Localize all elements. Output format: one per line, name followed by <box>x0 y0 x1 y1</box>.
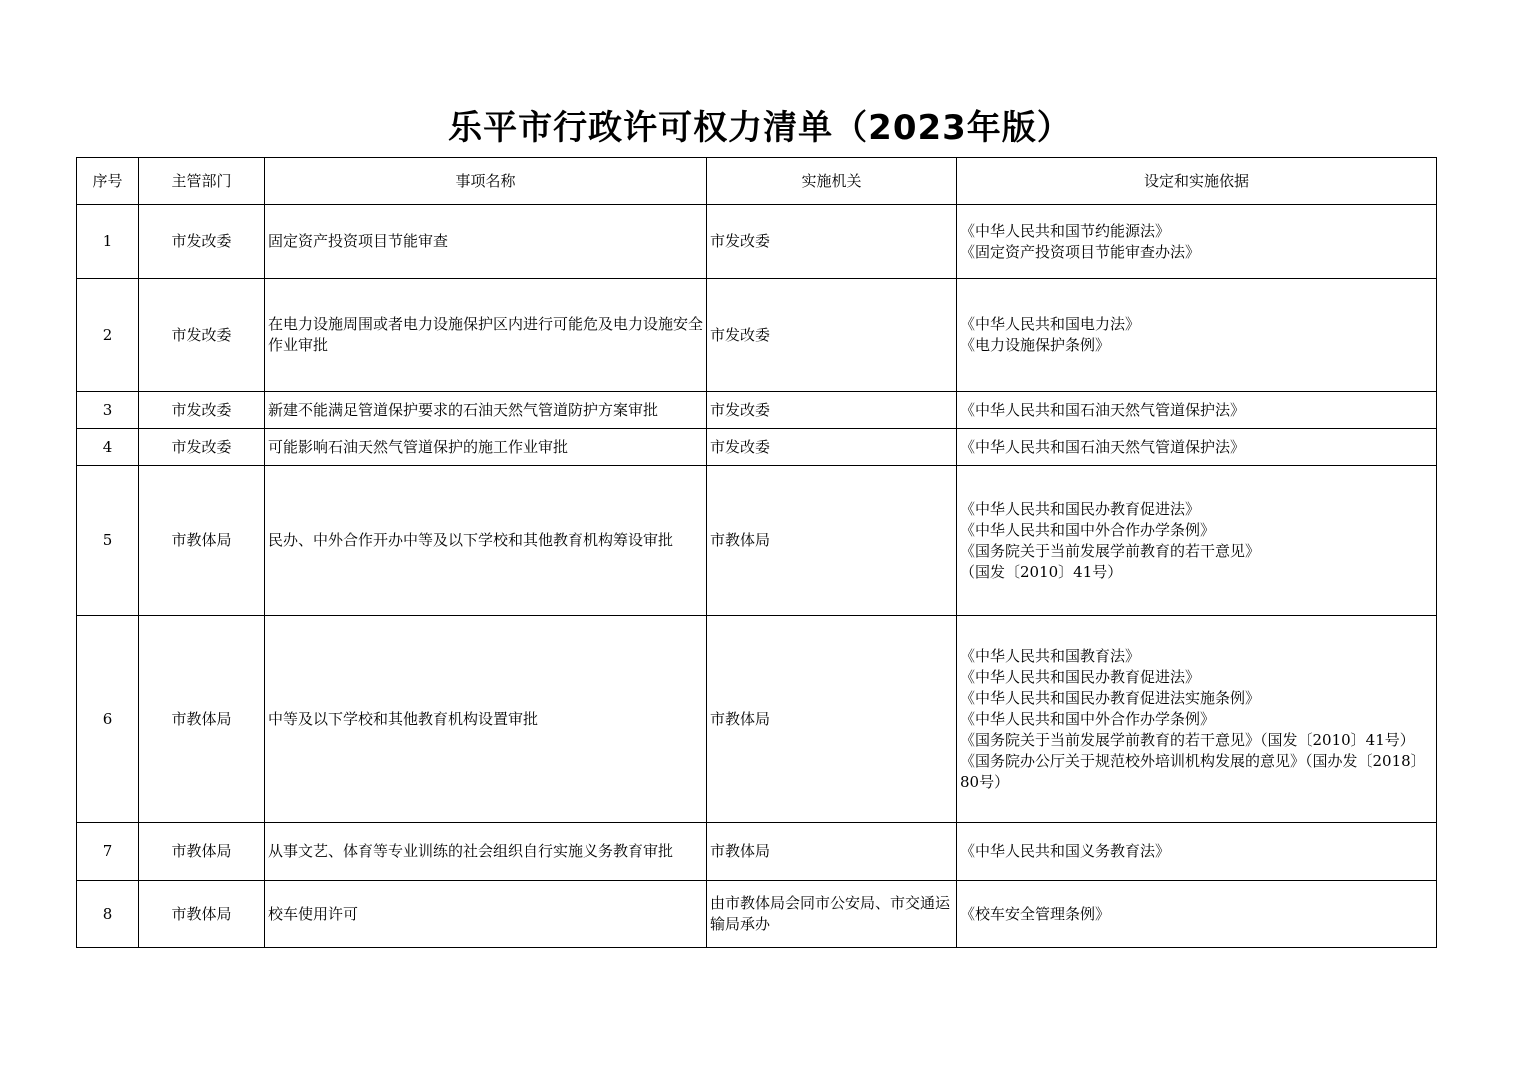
row-item-name: 固定资产投资项目节能审查 <box>265 205 707 279</box>
basis-line: 《中华人民共和国中外合作办学条例》 <box>960 709 1216 728</box>
table-row <box>77 881 1437 948</box>
row-item-name: 中等及以下学校和其他教育机构设置审批 <box>265 616 707 823</box>
basis-line: 《中华人民共和国教育法》 <box>960 646 1141 665</box>
document-title: 乐平市行政许可权力清单（2023年版） <box>448 108 1072 148</box>
row-basis <box>957 823 1437 881</box>
row-basis <box>957 466 1437 616</box>
row-serial: 8 <box>77 881 139 948</box>
table-row <box>77 279 1437 392</box>
row-basis <box>957 881 1437 948</box>
row-agency: 市发改委 <box>707 205 957 279</box>
row-basis <box>957 205 1437 279</box>
row-agency: 市发改委 <box>707 279 957 392</box>
row-agency: 市教体局 <box>707 466 957 616</box>
row-basis <box>957 429 1437 466</box>
header-agency: 实施机关 <box>707 158 957 205</box>
table-body <box>77 205 1437 948</box>
basis-line: （国发〔2010〕41号） <box>960 562 1123 581</box>
row-serial: 3 <box>77 392 139 429</box>
basis-line: 《电力设施保护条例》 <box>960 336 1111 354</box>
row-department: 市教体局 <box>139 616 265 823</box>
row-agency: 由市教体局会同市公安局、市交通运输局承办 <box>707 881 957 948</box>
row-basis <box>957 279 1437 392</box>
basis-line: 《中华人民共和国民办教育促进法》 <box>960 499 1201 518</box>
row-department: 市教体局 <box>139 466 265 616</box>
row-serial: 2 <box>77 279 139 392</box>
permission-list-table <box>76 157 1437 948</box>
basis-line: 《中华人民共和国中外合作办学条例》 <box>960 520 1216 539</box>
basis-line: 《国务院关于当前发展学前教育的若干意见》（国发〔2010〕41号） <box>960 730 1415 749</box>
basis-line: 《中华人民共和国石油天然气管道保护法》 <box>960 437 1246 456</box>
row-department: 市教体局 <box>139 881 265 948</box>
row-department: 市发改委 <box>139 429 265 466</box>
table-row <box>77 823 1437 881</box>
header-serial: 序号 <box>77 158 139 205</box>
row-basis <box>957 616 1437 823</box>
row-item-name: 民办、中外合作开办中等及以下学校和其他教育机构筹设审批 <box>265 466 707 616</box>
basis-line: 《国务院关于当前发展学前教育的若干意见》 <box>960 541 1261 560</box>
row-agency: 市教体局 <box>707 616 957 823</box>
table-row <box>77 392 1437 429</box>
row-department: 市发改委 <box>139 279 265 392</box>
basis-line: 《中华人民共和国民办教育促进法》 <box>960 667 1201 686</box>
row-serial: 7 <box>77 823 139 881</box>
row-agency: 市教体局 <box>707 823 957 881</box>
header-basis: 设定和实施依据 <box>957 158 1437 205</box>
row-serial: 6 <box>77 616 139 823</box>
table-row <box>77 429 1437 466</box>
basis-line: 《中华人民共和国义务教育法》 <box>960 842 1171 860</box>
basis-line: 《国务院办公厅关于规范校外培训机构发展的意见》（国办发〔2018〕80号） <box>960 751 1426 791</box>
row-agency: 市发改委 <box>707 392 957 429</box>
row-department: 市教体局 <box>139 823 265 881</box>
row-item-name: 在电力设施周围或者电力设施保护区内进行可能危及电力设施安全作业审批 <box>265 279 707 392</box>
row-department: 市发改委 <box>139 392 265 429</box>
table-row <box>77 616 1437 823</box>
basis-line: 《中华人民共和国节约能源法》 <box>960 221 1171 240</box>
header-item-name: 事项名称 <box>265 158 707 205</box>
row-item-name: 从事文艺、体育等专业训练的社会组织自行实施义务教育审批 <box>265 823 707 881</box>
row-agency: 市发改委 <box>707 429 957 466</box>
row-item-name: 新建不能满足管道保护要求的石油天然气管道防护方案审批 <box>265 392 707 429</box>
table-row <box>77 466 1437 616</box>
basis-line: 《固定资产投资项目节能审查办法》 <box>960 242 1201 261</box>
row-department: 市发改委 <box>139 205 265 279</box>
row-serial: 4 <box>77 429 139 466</box>
table-header-row <box>77 158 1437 205</box>
row-item-name: 可能影响石油天然气管道保护的施工作业审批 <box>265 429 707 466</box>
header-department: 主管部门 <box>139 158 265 205</box>
basis-line: 《中华人民共和国石油天然气管道保护法》 <box>960 400 1246 419</box>
basis-line: 《中华人民共和国民办教育促进法实施条例》 <box>960 688 1261 707</box>
row-serial: 5 <box>77 466 139 616</box>
row-serial: 1 <box>77 205 139 279</box>
basis-line: 《中华人民共和国电力法》 <box>960 315 1141 333</box>
table-row <box>77 205 1437 279</box>
row-item-name: 校车使用许可 <box>265 881 707 948</box>
basis-line: 《校车安全管理条例》 <box>960 904 1111 923</box>
row-basis <box>957 392 1437 429</box>
